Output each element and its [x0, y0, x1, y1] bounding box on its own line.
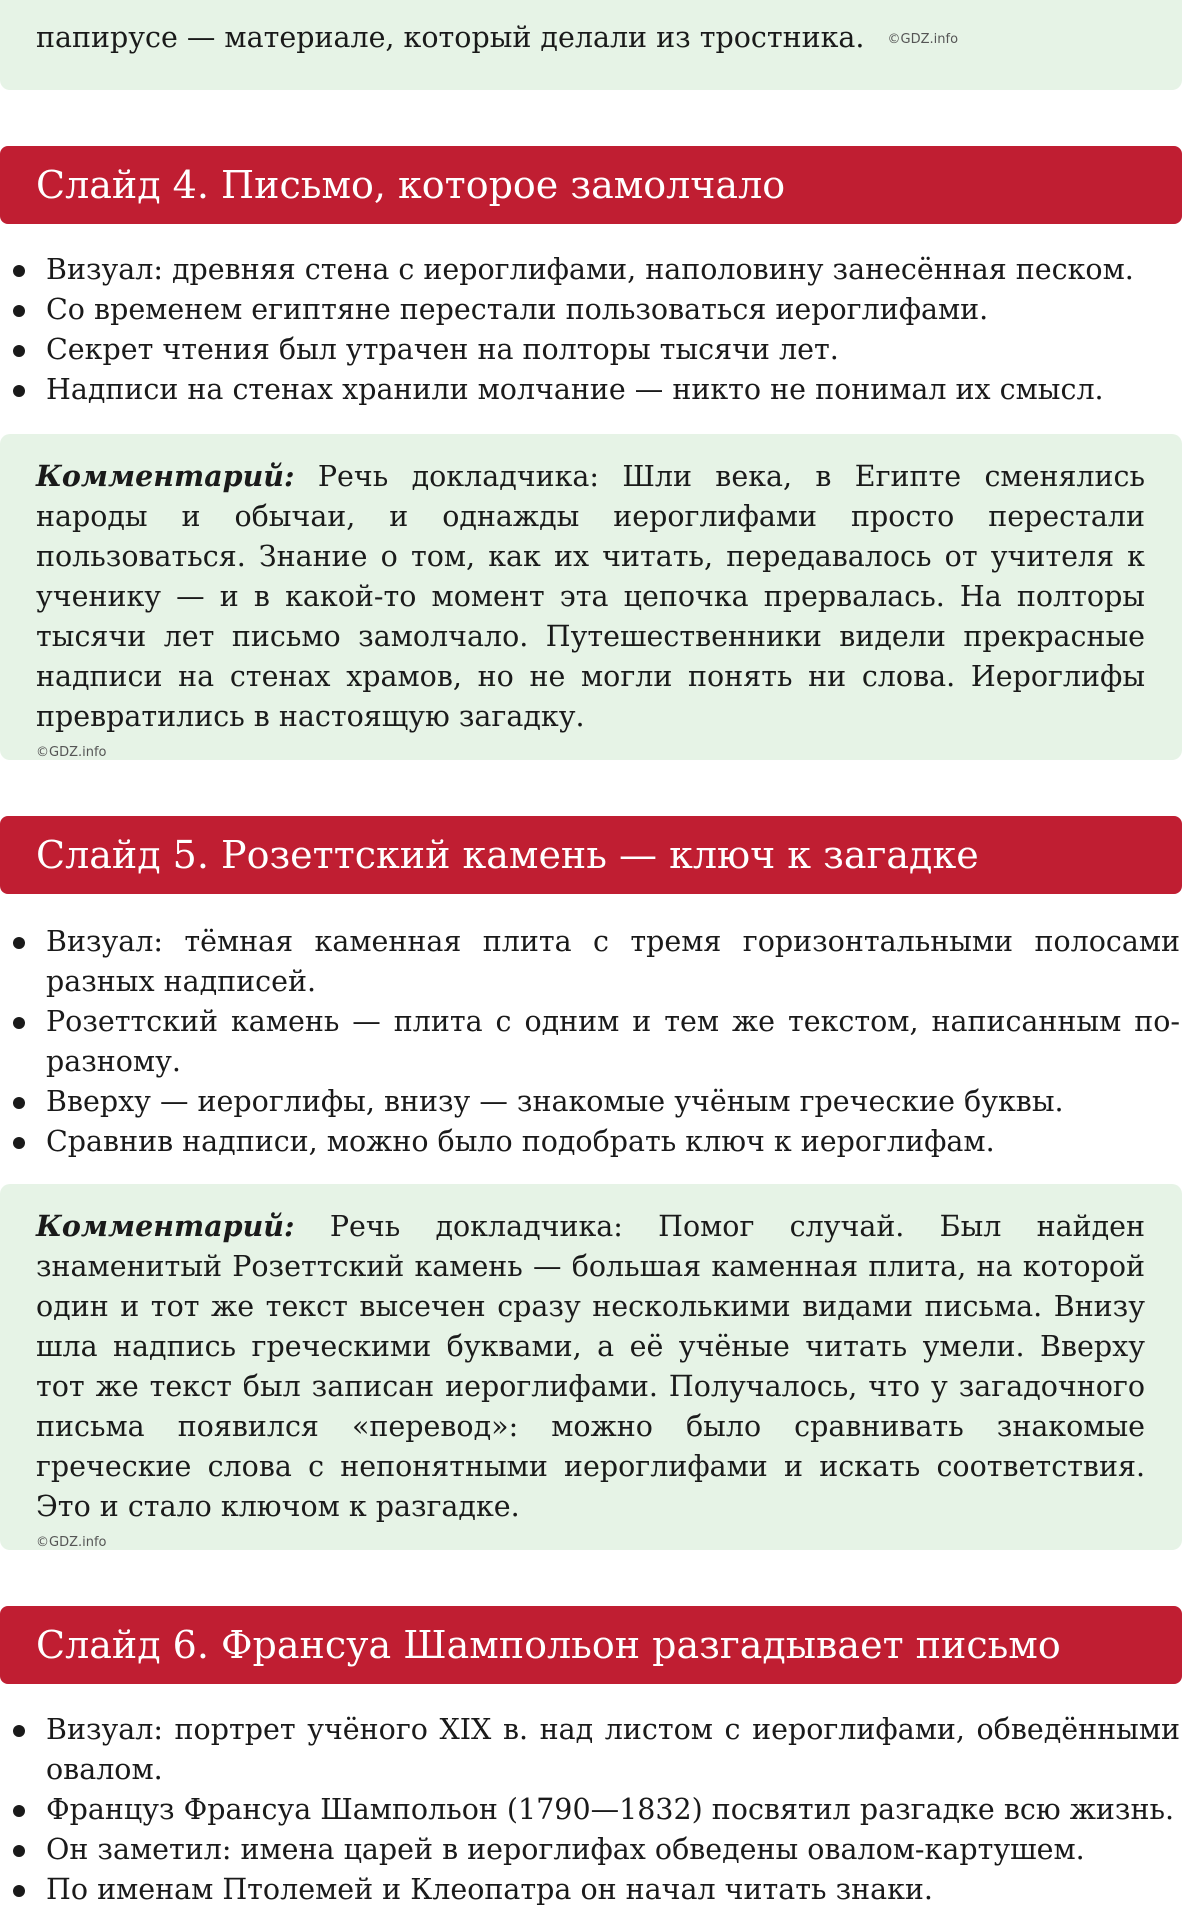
list-item: Со временем египтяне перестали пользоваться иероглифами. — [0, 290, 1182, 330]
comment-text: Речь докладчика: Шли века, в Египте сменялись народы и обычаи, и однажды иероглифами просто перестали пользоваться. Знание о том, как их читать, передавалось от учителя к ученику — и в какой-то момент эта цепочка прервалась. На полторы тысячи лет письмо замолчало. Путешественники видели прекрасные надписи на стенах храмов, но не могли понять ни слова. Иероглифы превратились в настоящую загадку. — [36, 460, 1145, 733]
list-item: Француз Франсуа Шампольон (1790—1832) посвятил разгадке всю жизнь. — [0, 1790, 1182, 1830]
slide-4-header — [0, 146, 1182, 224]
slide-4-bullets — [0, 250, 1182, 410]
list-item: Сравнив надписи, можно было подобрать ключ к иероглифам. — [0, 1122, 1182, 1162]
watermark: ©GDZ.info — [887, 31, 959, 47]
bullet-dot-icon — [13, 265, 25, 277]
bullet-dot-icon — [13, 1017, 25, 1029]
bullet-dot-icon — [13, 1137, 25, 1149]
watermark: ©GDZ.info — [36, 745, 107, 760]
slide-4-comment-box — [0, 434, 1182, 760]
bullet-dot-icon — [13, 937, 25, 949]
slide-4-comment — [36, 456, 1145, 737]
slide-4-title: Слайд 4. Письмо, которое замолчало — [36, 163, 786, 207]
comment-text: Речь докладчика: Помог случай. Был найден знаменитый Розеттский камень — большая каменная плита, на которой один и тот же текст высечен сразу несколькими видами письма. Внизу шла надпись греческими буквами, а её учёные читать умели. Вверху тот же текст был записан иероглифами. Получалось, что у загадочного письма появился «перевод»: можно было сравнивать знакомые греческие слова с непонятными иероглифами и искать соответствия. Это и стало ключом к разгадке. — [36, 1210, 1145, 1523]
list-item: Он заметил: имена царей в иероглифах обведены овалом-картушем. — [0, 1830, 1182, 1870]
slide-5-title: Слайд 5. Розеттский камень — ключ к загадке — [36, 833, 979, 877]
list-item: Надписи на стенах хранили молчание — никто не понимал их смысл. — [0, 370, 1182, 410]
comment-label: Комментарий: — [36, 1209, 295, 1243]
slide-6-title: Слайд 6. Франсуа Шампольон разгадывает письмо — [36, 1623, 1061, 1667]
list-item: Розеттский камень — плита с одним и тем же текстом, написанным по-разному. — [0, 1002, 1182, 1082]
slide-5-comment-box — [0, 1184, 1182, 1550]
watermark: ©GDZ.info — [36, 1535, 107, 1550]
intro-tail — [36, 18, 958, 60]
slide-5-header — [0, 816, 1182, 894]
bullet-dot-icon — [13, 385, 25, 397]
bullet-dot-icon — [13, 1885, 25, 1897]
slide-6-bullets — [0, 1710, 1182, 1910]
list-item: По именам Птолемей и Клеопатра он начал читать знаки. — [0, 1870, 1182, 1910]
list-item: Визуал: тёмная каменная плита с тремя горизонтальными полосами разных надписей. — [0, 922, 1182, 1002]
intro-comment-box — [0, 0, 1182, 90]
list-item: Визуал: портрет учёного XIX в. над листом с иероглифами, обведёнными овалом. — [0, 1710, 1182, 1790]
list-item: Визуал: древняя стена с иероглифами, наполовину занесённая песком. — [0, 250, 1182, 290]
bullet-dot-icon — [13, 1805, 25, 1817]
list-item: Вверху — иероглифы, внизу — знакомые учёным греческие буквы. — [0, 1082, 1182, 1122]
intro-tail-text: папирусе — материале, который делали из тростника. — [36, 21, 865, 54]
list-item: Секрет чтения был утрачен на полторы тысячи лет. — [0, 330, 1182, 370]
bullet-dot-icon — [13, 305, 25, 317]
bullet-dot-icon — [13, 1097, 25, 1109]
slide-5-bullets — [0, 922, 1182, 1162]
bullet-dot-icon — [13, 1725, 25, 1737]
slide-5-comment — [36, 1206, 1145, 1527]
bullet-dot-icon — [13, 345, 25, 357]
slide-6-header — [0, 1606, 1182, 1684]
comment-label: Комментарий: — [36, 459, 295, 493]
bullet-dot-icon — [13, 1845, 25, 1857]
